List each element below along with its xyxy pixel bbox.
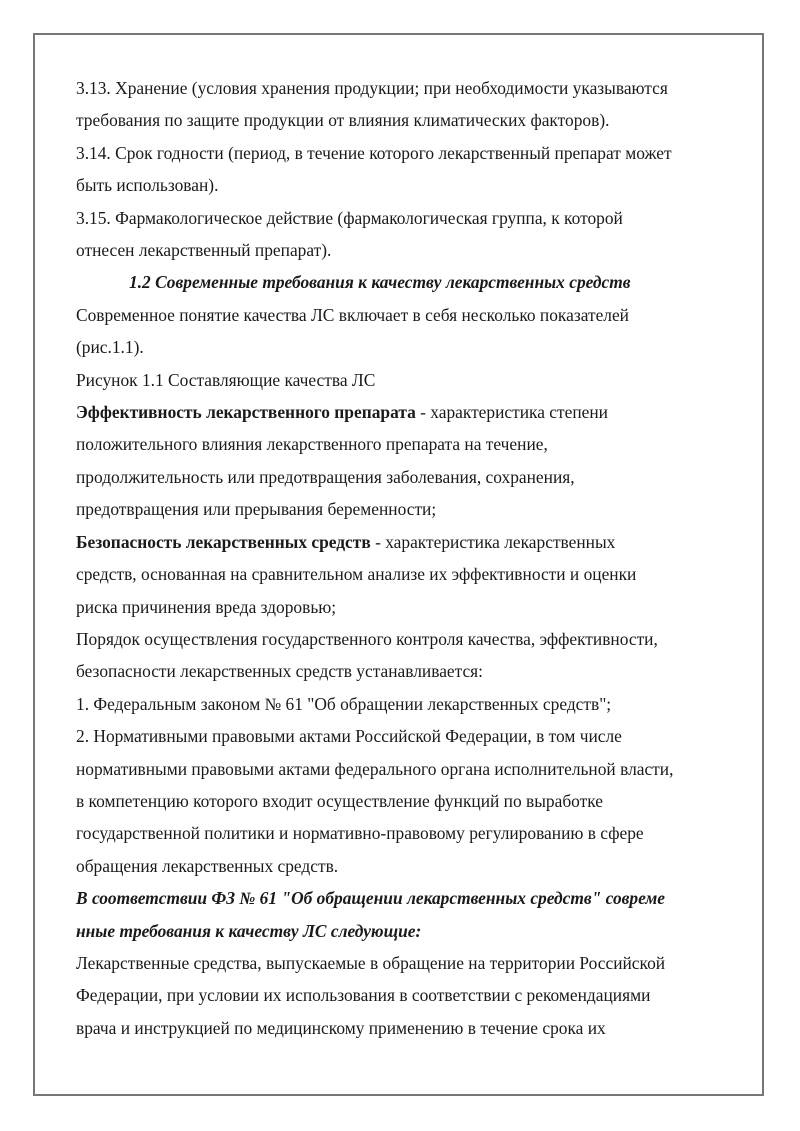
text-line: врача и инструкцией по медицинскому применению в течение срока их [76,1017,606,1038]
text-line: в компетенцию которого входит осуществление функций по выработке [76,790,603,811]
text-line: безопасности лекарственных средств устанавливается: [76,661,483,682]
text-line: нормативными правовыми актами федерального органа исполнительной власти, [76,758,674,779]
text-line: риска причинения вреда здоровью; [76,596,337,617]
safety-definition-line [76,526,736,558]
text-line: продолжительность или предотвращения заболевания, сохранения, [76,466,575,487]
law-statement-line: В соответствии ФЗ № 61 "Об обращении лекарственных средств" совреме [76,888,666,909]
text-line: средств, основанная на сравнительном анализе их эффективности и оценки [76,564,637,585]
text-line: требования по защите продукции от влияния климатических факторов). [76,110,610,131]
efficacy-term: Эффективность лекарственного препарата [76,402,416,423]
efficacy-definition-line [76,396,736,428]
text-line: (рис.1.1). [76,337,144,358]
text-line: Лекарственные средства, выпускаемые в обращение на территории Российской [76,952,666,973]
document-body [76,72,736,1044]
text-line: положительного влияния лекарственного препарата на течение, [76,434,548,455]
text-line: отнесен лекарственный препарат). [76,240,332,261]
text-line: 2. Нормативными правовыми актами Российской Федерации, в том числе [76,726,622,747]
law-statement-line: нные требования к качеству ЛС следующие: [76,920,422,941]
text-line: 3.13. Хранение (условия хранения продукции; при необходимости указываются [76,78,668,98]
text-line: 1. Федеральным законом № 61 "Об обращении лекарственных средств"; [76,693,612,714]
text-line: 3.15. Фармакологическое действие (фармакологическая группа, к которой [76,207,623,228]
text-line: Федерации, при условии их использования в соответствии с рекомендациями [76,985,651,1006]
figure-caption: Рисунок 1.1 Составляющие качества ЛС [76,369,376,390]
text-line: государственной политики и нормативно-правовому регулированию в сфере [76,823,644,844]
text-line: Современное понятие качества ЛС включает в себя несколько показателей [76,304,629,325]
text-line: обращения лекарственных средств. [76,855,339,876]
text-line: предотвращения или прерывания беременности; [76,499,437,520]
text-line: 3.14. Срок годности (период, в течение которого лекарственный препарат может [76,142,672,163]
safety-text: - характеристика лекарственных [370,531,616,552]
efficacy-text: - характеристика степени [415,402,608,423]
text-line: Порядок осуществления государственного контроля качества, эффективности, [76,628,658,649]
safety-term: Безопасность лекарственных средств [76,531,371,552]
text-line: быть использован). [76,175,219,196]
section-heading: 1.2 Современные требования к качеству лекарственных средств [129,272,631,293]
